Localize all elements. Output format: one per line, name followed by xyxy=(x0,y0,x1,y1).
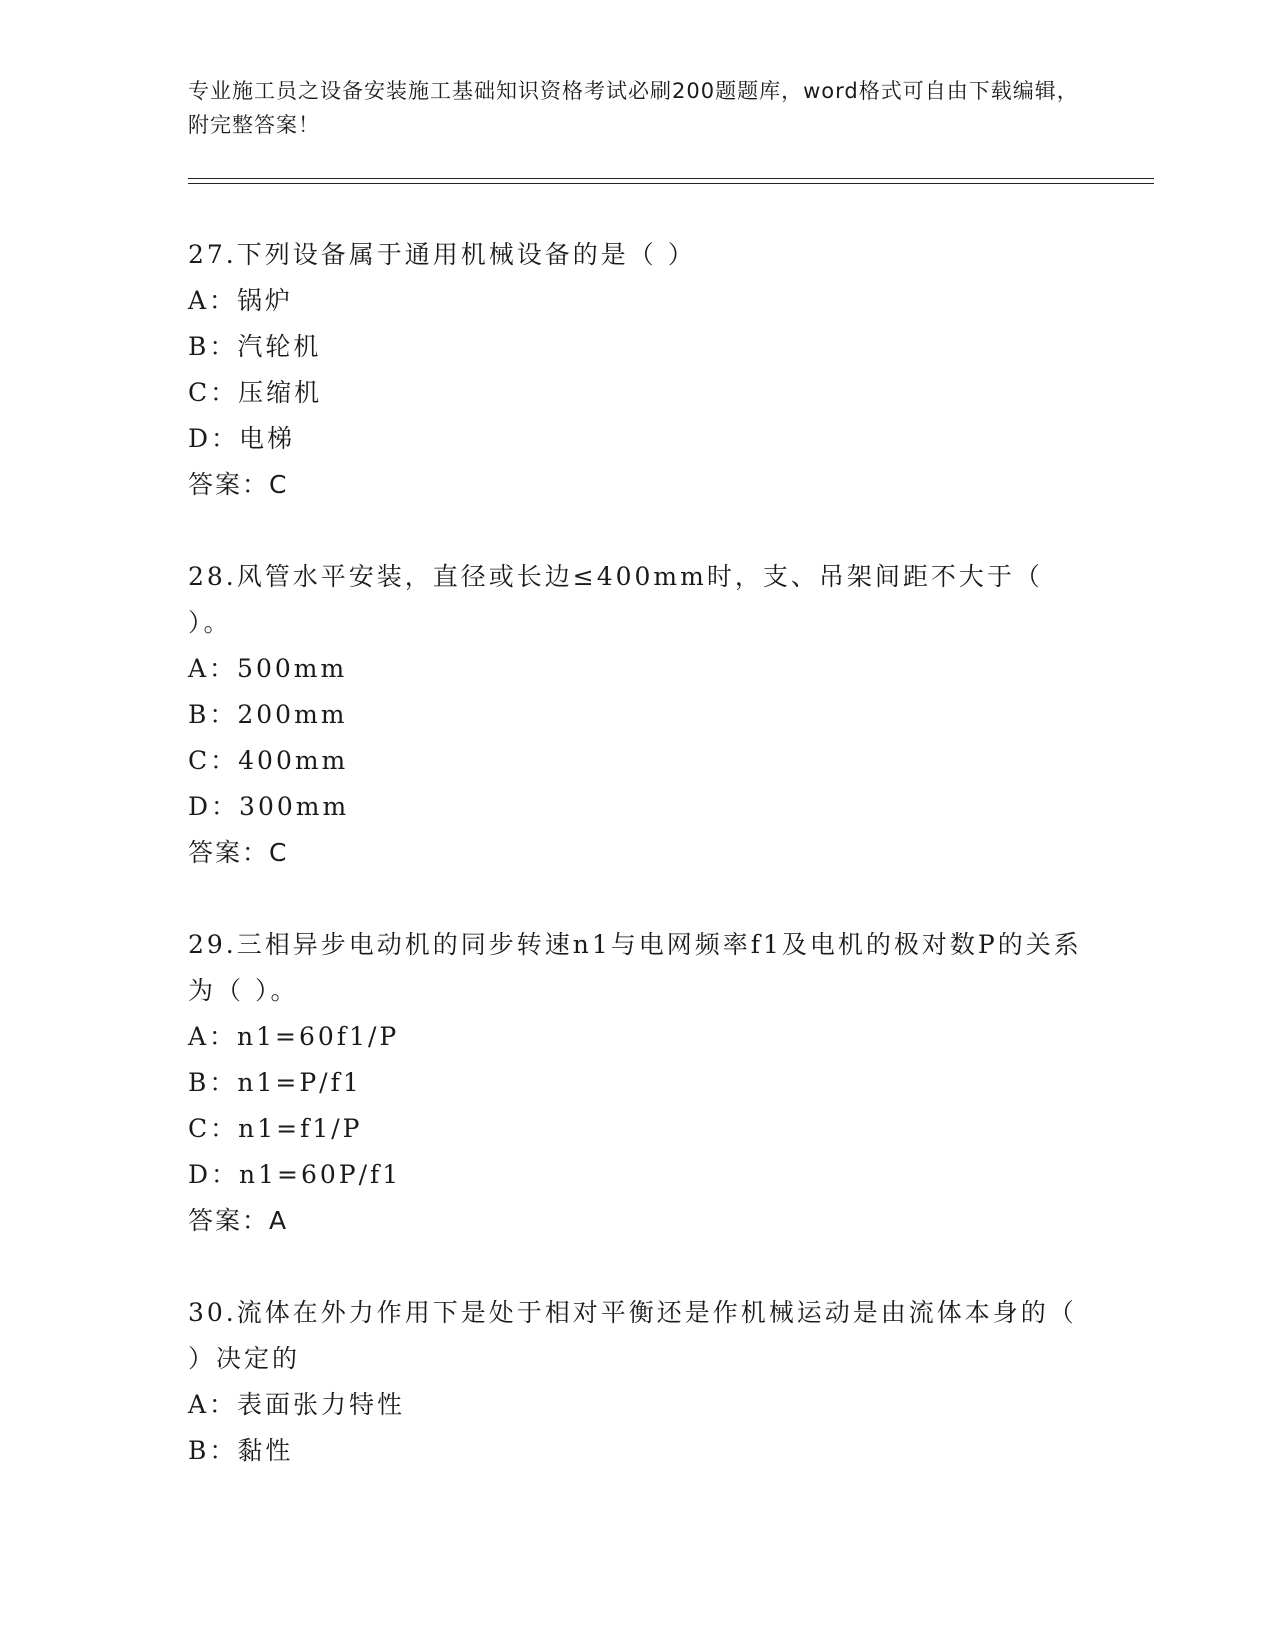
question-stem: 29.三相异步电动机的同步转速n1与电网频率f1及电机的极对数P的关系为（ ）。 xyxy=(188,930,1082,1005)
option-d: D：n1=60P/f1 xyxy=(188,1160,402,1189)
option-d: D：300mm xyxy=(188,792,350,821)
option-a: A：n1=60f1/P xyxy=(188,1022,400,1051)
option-c: C：400mm xyxy=(188,746,349,775)
option-b: B：汽轮机 xyxy=(188,332,322,361)
option-a: A：锅炉 xyxy=(188,286,294,315)
option-d: D：电梯 xyxy=(188,424,296,453)
header-divider-bottom xyxy=(188,183,1154,184)
option-c: C：n1=f1/P xyxy=(188,1114,363,1143)
option-a: A：500mm xyxy=(188,654,348,683)
header-divider-top xyxy=(188,178,1154,179)
option-a: A：表面张力特性 xyxy=(188,1390,406,1419)
option-b: B：200mm xyxy=(188,700,348,729)
question-29 xyxy=(188,922,1088,1244)
question-28 xyxy=(188,554,1088,876)
option-b: B：黏性 xyxy=(188,1436,294,1465)
question-stem: 28.风管水平安装，直径或长边≤400mm时，支、吊架间距不大于（ ）。 xyxy=(188,562,1043,637)
question-stem: 27.下列设备属于通用机械设备的是（ ） xyxy=(188,240,696,269)
answer-line: 答案：C xyxy=(188,838,289,867)
option-c: C：压缩机 xyxy=(188,378,323,407)
question-stem: 30.流体在外力作用下是处于相对平衡还是作机械运动是由流体本身的（ ）决定的 xyxy=(188,1298,1077,1373)
question-30 xyxy=(188,1290,1088,1474)
option-b: B：n1=P/f1 xyxy=(188,1068,362,1097)
question-list xyxy=(188,232,1088,1520)
answer-line: 答案：A xyxy=(188,1206,289,1235)
document-header: 专业施工员之设备安装施工基础知识资格考试必刷200题题库，word格式可自由下载编辑，附完整答案！ xyxy=(188,79,1079,137)
question-27 xyxy=(188,232,1088,508)
answer-line: 答案：C xyxy=(188,470,289,499)
